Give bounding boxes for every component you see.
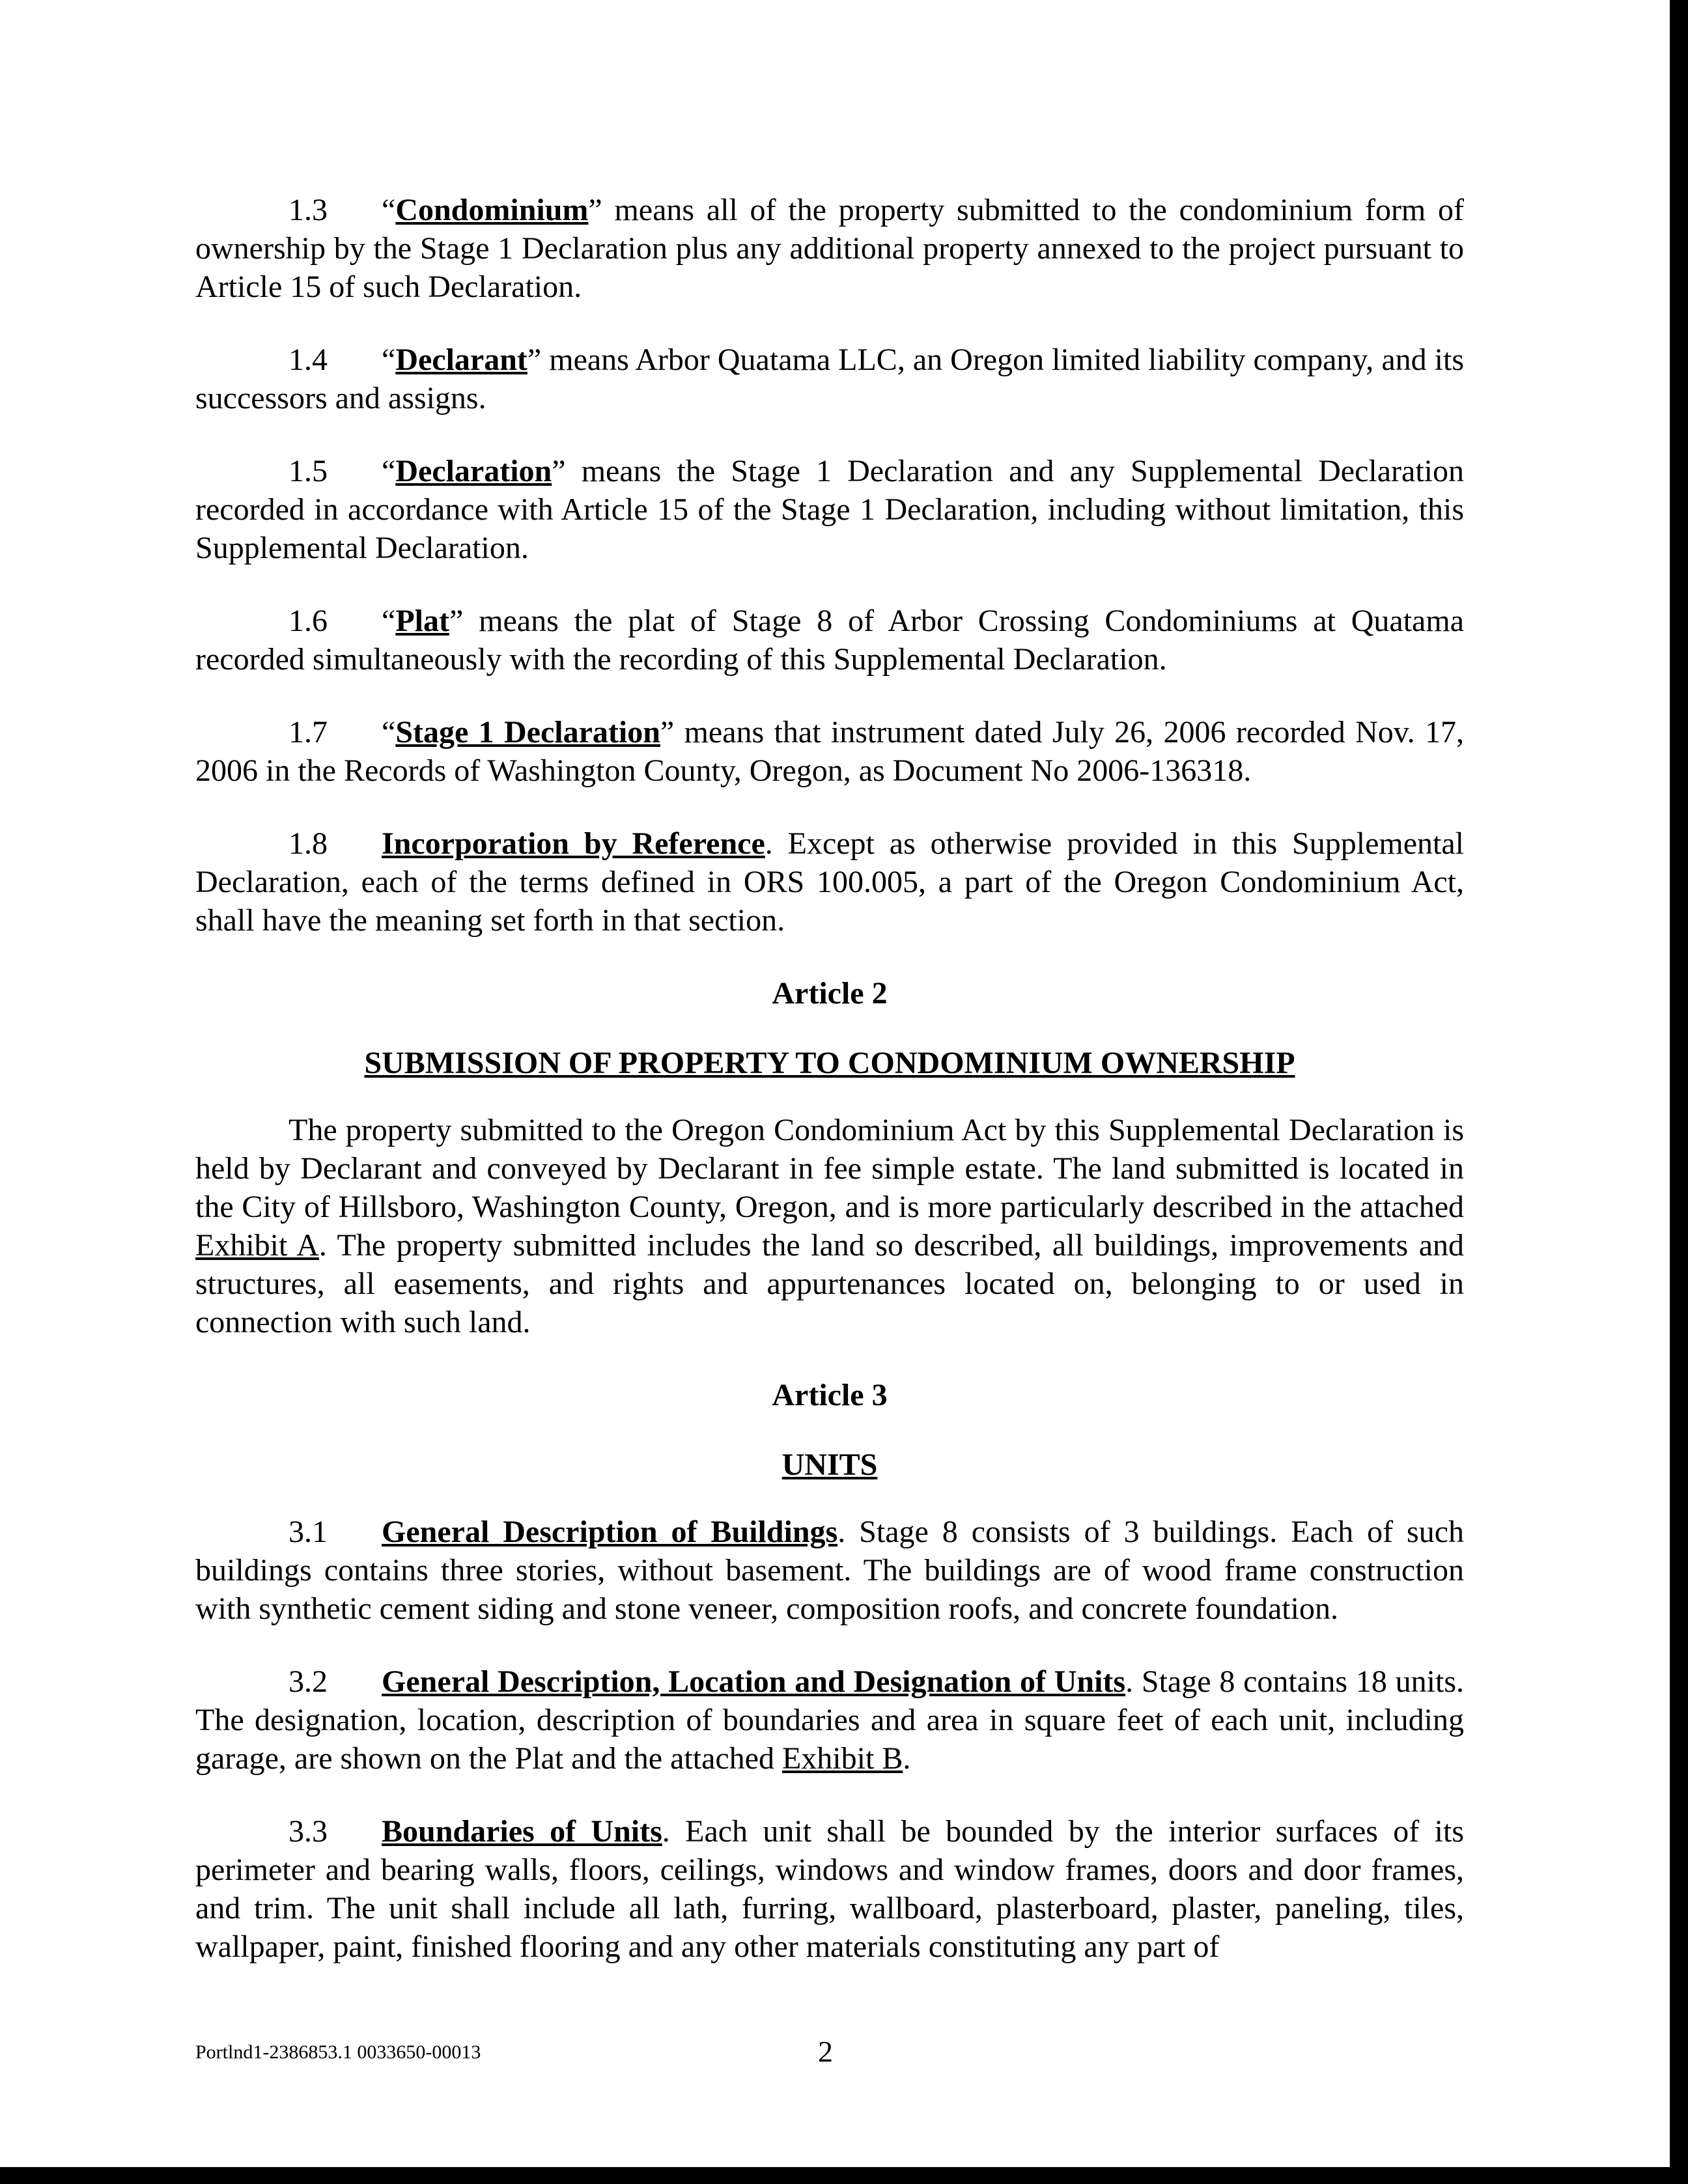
section-text: means that instrument dated July 26, 2006 recorded Nov. 17, 2006 in the Records of Washington County, Oregon, as Document No 2006-136318. [195,715,1464,788]
article-2-number: Article 2 [772,976,888,1011]
section-number: 3.3 [288,1814,328,1849]
section-number: 3.2 [288,1664,328,1699]
section-number: 3.1 [288,1515,328,1549]
footer-page-number: 2 [818,2035,833,2068]
article-2-body: The property submitted to the Oregon Condominium Act by this Supplemental Declaration is held by Declarant and conveyed by Declarant in fee simple estate. The land submitted is located in the City of Hillsboro, Washington County, Oregon, and is more particularly described in the attached Exhibit A. The property submitted includes the land so described, all buildings, improvements and structures, all easements, and rights and appurtenances located on, belonging to or used in connection with such land. [195,1113,1465,1339]
section-text: means Arbor Quatama LLC, an Oregon limited liability company, and its successors and assigns. [195,343,1464,415]
section-3-1 [195,1513,1464,1628]
section-1-7: 1.7 “Stage 1 Declaration” means that instrument dated July 26, 2006 recorded Nov. 17, 2006 in the Records of Washington County, Oregon, as Document No 2006-136318. [195,713,1464,790]
exhibit-b-reference: Exhibit B [781,1741,903,1776]
section-number: 1.3 [288,193,328,227]
section-3-2: 3.2 General Description, Location and Designation of Units. Stage 8 contains 18 units. The designation, location, description of boundaries and area in square feet of each unit, including garage, are shown on the Plat and the attached Exhibit B. [195,1662,1464,1778]
article-2-title: SUBMISSION OF PROPERTY TO CONDOMINIUM OWNERSHIP [364,1046,1295,1080]
section-heading: Incorporation by Reference [382,826,765,861]
section-heading: General Description, Location and Designation of Units [382,1664,1126,1699]
section-1-3: 1.3 “Condominium” means all of the property submitted to the condominium form of ownership by the Stage 1 Declaration plus any additional property annexed to the project pursuant to Article 15 of such Declaration. [195,191,1464,306]
section-heading: Boundaries of Units [382,1814,662,1849]
page-edge-right [1670,0,1688,2184]
defined-term: Condominium [395,193,589,227]
section-number: 1.7 [288,715,328,749]
document-body [195,191,1464,2000]
section-3-3 [195,1812,1464,1966]
section-text: . Each unit shall be bounded by the interior surfaces of its perimeter and bearing walls, floors, ceilings, windows and window frames, doors and door frames, and trim. The unit shall include all lath, furring, wallboard, plasterboard, plaster, paneling, tiles, wallpaper, paint, finished flooring and any other materials constituting any part of [195,1814,1464,1964]
section-number: 1.5 [288,454,328,488]
article-3-number: Article 3 [772,1378,888,1412]
section-text: . Stage 8 consists of 3 buildings. Each of such buildings contains three stories, without basement. The buildings are of wood frame construction with synthetic cement siding and stone veneer, composition roofs, and concrete foundation. [195,1515,1464,1626]
exhibit-a-reference: Exhibit A [195,1228,319,1263]
section-text: means the Stage 1 Declaration and any Supplemental Declaration recorded in accordance with Article 15 of the Stage 1 Declaration, including without limitation, this Supplemental Declaration. [195,454,1464,565]
footer-document-id: Portlnd1-2386853.1 0033650-00013 [195,2041,481,2063]
page-edge-bottom [0,2167,1688,2184]
defined-term: Declaration [395,454,552,488]
defined-term: Declarant [395,343,528,377]
section-text: means all of the property submitted to the condominium form of ownership by the Stage 1 Declaration plus any additional property annexed to the project pursuant to Article 15 of such Declaration. [195,193,1464,304]
section-text: . Except as otherwise provided in this Supplemental Declaration, each of the terms defined in ORS 100.005, a part of the Oregon Condominium Act, shall have the meaning set forth in that section. [195,826,1464,938]
defined-term: Stage 1 Declaration [395,715,660,749]
section-number: 1.8 [288,826,328,861]
section-number: 1.6 [288,604,328,638]
defined-term: Plat [395,604,449,638]
section-1-8 [195,824,1464,940]
section-1-5: 1.5 “Declaration” means the Stage 1 Declaration and any Supplemental Declaration recorded in accordance with Article 15 of the Stage 1 Declaration, including without limitation, this Supplemental Declaration. [195,452,1464,567]
section-heading: General Description of Buildings [382,1515,838,1549]
section-1-6: 1.6 “Plat” means the plat of Stage 8 of Arbor Crossing Condominiums at Quatama recorded simultaneously with the recording of this Supplemental Declaration. [195,602,1464,679]
section-text: means the plat of Stage 8 of Arbor Crossing Condominiums at Quatama recorded simultaneously with the recording of this Supplemental Declaration. [195,604,1464,677]
article-3-title: UNITS [781,1448,878,1482]
section-number: 1.4 [288,343,328,377]
section-1-4: 1.4 “Declarant” means Arbor Quatama LLC, an Oregon limited liability company, and its successors and assigns. [195,341,1464,417]
